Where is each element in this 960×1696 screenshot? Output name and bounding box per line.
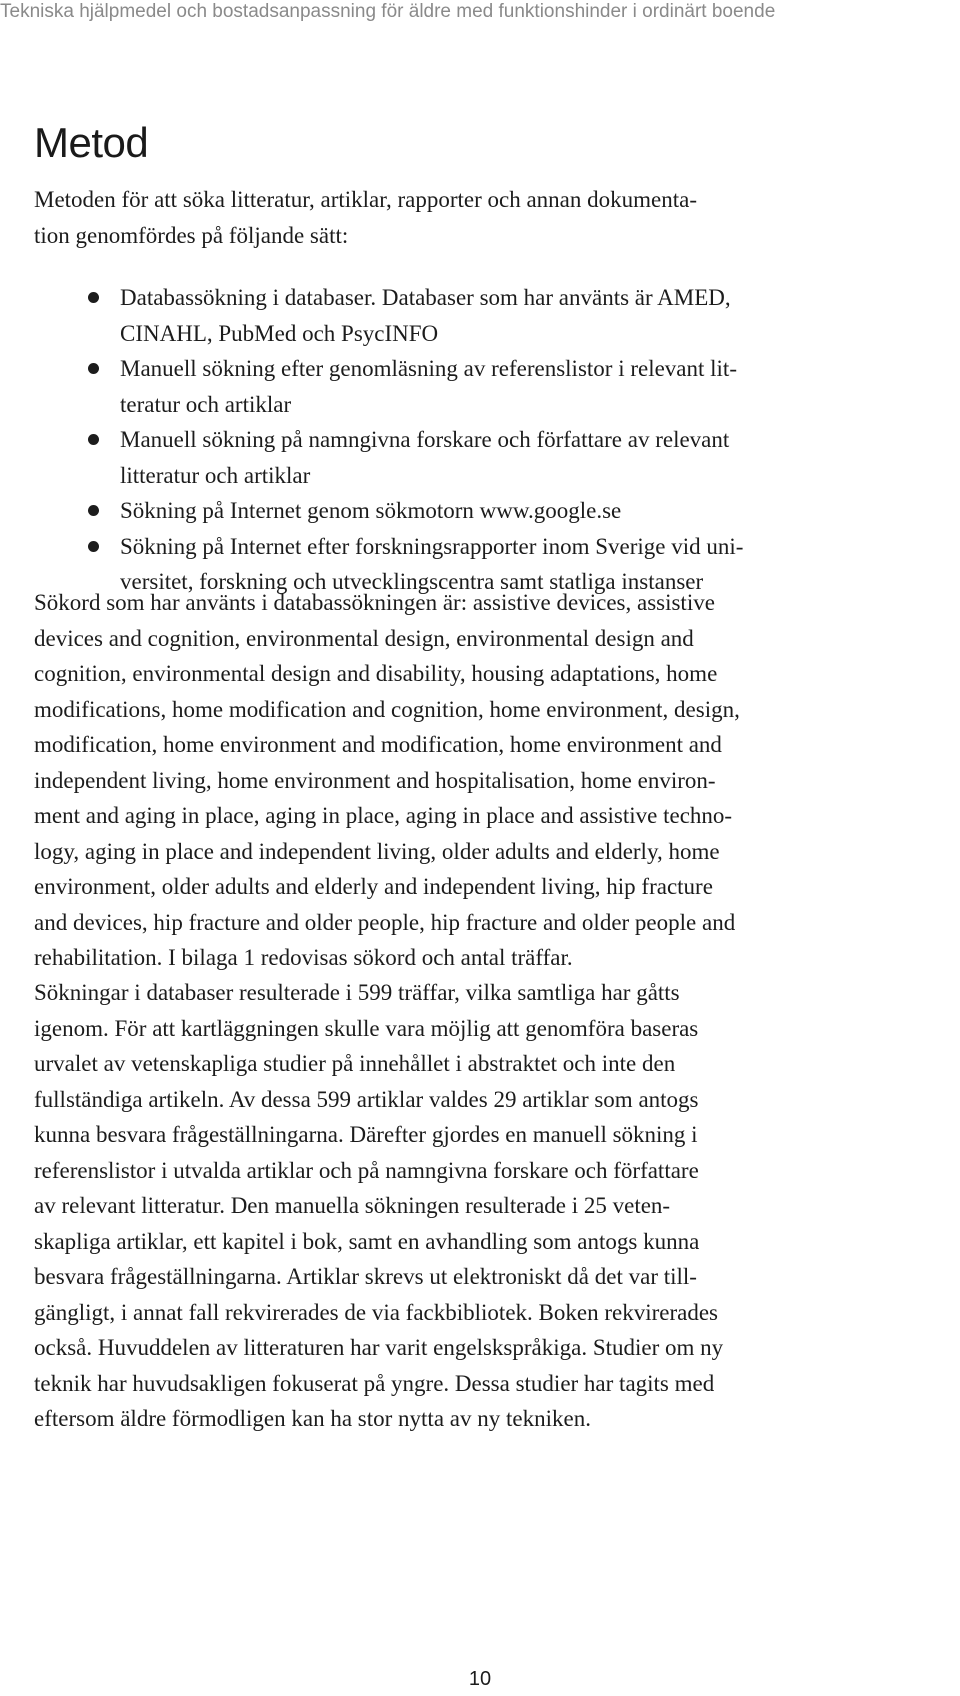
method-list	[86, 280, 743, 600]
list-item	[86, 351, 743, 422]
list-item-line: Manuell sökning efter genomläsning av referenslistor i relevant lit-	[120, 356, 737, 381]
section-title: Metod	[34, 119, 149, 166]
paragraph-line: urvalet av vetenskapliga studier på innehållet i abstraktet och inte den	[34, 1051, 676, 1076]
list-item-line: Sökning på Internet efter forskningsrapporter inom Sverige vid uni-	[120, 533, 744, 559]
paragraph-line: igenom. För att kartläggningen skulle vara möjlig att genomföra baseras	[34, 1015, 699, 1041]
list-item-line: teratur och artiklar	[120, 391, 292, 417]
bullet-icon	[88, 292, 99, 303]
paragraph-line: independent living, home environment and hospitalisation, home environ-	[34, 767, 716, 793]
paragraph-line: Sökord som har använts i databassökningen är: assistive devices, assistive	[34, 590, 715, 615]
results-paragraph	[34, 975, 954, 1437]
list-item-line: versitet, forskning och utvecklingscentra samt statliga instanser	[120, 569, 704, 594]
list-item	[86, 280, 743, 351]
paragraph-line: modifications, home modification and cognition, home environment, design,	[34, 696, 740, 722]
list-item-line: Sökning på Internet genom sökmotorn www.google.se	[120, 498, 622, 523]
bullet-icon	[88, 541, 99, 552]
paragraph-line: rehabilitation. I bilaga 1 redovisas sökord och antal träffar.	[34, 945, 573, 970]
intro-line: tion genomfördes på följande sätt:	[34, 222, 349, 248]
paragraph-line: av relevant litteratur. Den manuella sökningen resulterade i 25 veten-	[34, 1193, 671, 1218]
running-header: Tekniska hjälpmedel och bostadsanpassning för äldre med funktionshinder i ordinärt boende	[0, 1, 776, 22]
paragraph-line: gängligt, i annat fall rekvirerades de via fackbibliotek. Boken rekvirerades	[34, 1299, 718, 1325]
search-terms-paragraph	[34, 585, 954, 976]
paragraph-line: ment and aging in place, aging in place, aging in place and assistive techno-	[34, 803, 733, 828]
list-item	[86, 422, 743, 493]
paragraph-line: skapliga artiklar, ett kapitel i bok, samt en avhandling som antogs kunna	[34, 1228, 700, 1254]
list-item	[86, 493, 743, 529]
bullet-icon	[88, 505, 99, 516]
paragraph-line: and devices, hip fracture and older people, hip fracture and older people and	[34, 909, 736, 935]
paragraph-line: besvara frågeställningarna. Artiklar skrevs ut elektroniskt då det var till-	[34, 1264, 697, 1289]
paragraph-line: referenslistor i utvalda artiklar och på namngivna forskare och författare	[34, 1157, 699, 1183]
paragraph-line: fullständiga artikeln. Av dessa 599 artiklar valdes 29 artiklar som antogs	[34, 1086, 699, 1112]
paragraph-line: modification, home environment and modification, home environment and	[34, 732, 722, 757]
list-item-line: Manuell sökning på namngivna forskare och författare av relevant	[120, 427, 730, 452]
paragraph-line: också. Huvuddelen av litteraturen har varit engelskspråkiga. Studier om ny	[34, 1335, 724, 1360]
bullet-icon	[88, 363, 99, 374]
paragraph-line: environment, older adults and elderly and independent living, hip fracture	[34, 874, 713, 899]
intro-line: Metoden för att söka litteratur, artiklar, rapporter och annan dokumenta-	[34, 187, 697, 212]
paragraph-line: teknik har huvudsakligen fokuserat på yngre. Dessa studier har tagits med	[34, 1370, 715, 1396]
bullet-icon	[88, 434, 99, 445]
paragraph-line: kunna besvara frågeställningarna. Därefter gjordes en manuell sökning i	[34, 1122, 698, 1147]
list-item-line: Databassökning i databaser. Databaser som har använts är AMED,	[120, 285, 731, 310]
paragraph-line: eftersom äldre förmodligen kan ha stor nytta av ny tekniken.	[34, 1406, 591, 1431]
list-item-line: CINAHL, PubMed och PsycINFO	[120, 320, 439, 346]
intro-paragraph	[34, 182, 954, 253]
paragraph-line: logy, aging in place and independent living, older adults and elderly, home	[34, 838, 720, 864]
page-number: 10	[468, 1668, 492, 1690]
paragraph-line: Sökningar i databaser resulterade i 599 träffar, vilka samtliga har gåtts	[34, 980, 680, 1005]
paragraph-line: devices and cognition, environmental design, environmental design and	[34, 625, 694, 651]
list-item-line: litteratur och artiklar	[120, 462, 311, 488]
paragraph-line: cognition, environmental design and disability, housing adaptations, home	[34, 661, 718, 686]
